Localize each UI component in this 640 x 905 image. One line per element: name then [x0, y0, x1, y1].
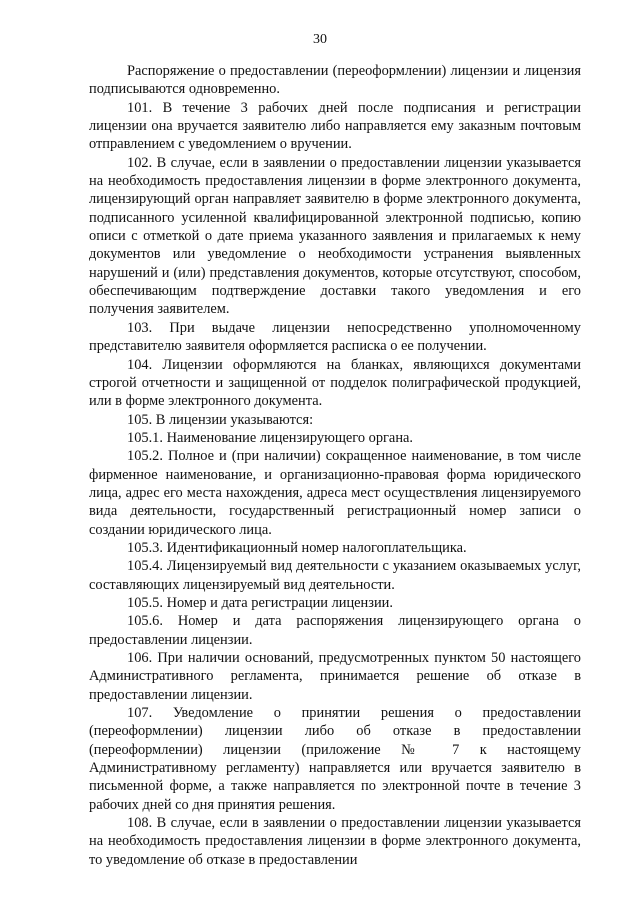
paragraph-102: 102. В случае, если в заявлении о предоставлении лицензии указывается на необходимость предоставления лицензии в форме электронного документа, лицензирующий орган направляет заявителю в форме электронного документа, подписанного усиленной квалифицированной электронной подписью, копию описи с отметкой о дате приема указанного заявления и прилагаемых к нему документов или уведомление о необходимости устранения выявленных нарушений и (или) представления документов, которые отсутствуют, способом, обеспечивающим подтверждение доставки такого уведомления и его получения заявителем.	[89, 154, 581, 318]
paragraph-105-5: 105.5. Номер и дата регистрации лицензии.	[127, 594, 393, 611]
paragraph-105-3: 105.3. Идентификационный номер налогоплательщика.	[127, 539, 467, 556]
paragraph-105-2: 105.2. Полное и (при наличии) сокращенное наименование, в том числе фирменное наименование, и организационно-правовая форма юридического лица, адрес его места нахождения, адреса мест осуществления лицензируемого вида деятельности, государственный регистрационный номер записи о создании юридического лица.	[89, 448, 581, 538]
page-number: 30	[313, 32, 327, 47]
paragraph-106: 106. При наличии оснований, предусмотренных пунктом 50 настоящего Административного регламента, принимается решение об отказе в предоставлении лицензии.	[89, 650, 581, 703]
paragraph-105-4: 105.4. Лицензируемый вид деятельности с указанием оказываемых услуг, составляющих лицензируемый вид деятельности.	[89, 558, 581, 593]
paragraph-105-1: 105.1. Наименование лицензирующего органа.	[127, 429, 414, 446]
paragraph-107: 107. Уведомление о принятии решения о предоставлении (переоформлении) лицензии либо об отказе в предоставлении (переоформлении) лицензии (приложение № 7 к настоящему Административному регламенту) направляется или вручается заявителю в письменной форме, а также направляется по электронной почте в течение 3 рабочих дней со дня принятия решения.	[89, 705, 581, 813]
paragraph-108: 108. В случае, если в заявлении о предоставлении лицензии указывается на необходимость предоставления лицензии в форме электронного документа, то уведомление об отказе в предоставлении	[89, 815, 581, 868]
document-body	[89, 62, 581, 869]
paragraph-103: 103. При выдаче лицензии непосредственно уполномоченному представителю заявителя оформляется расписка о ее получении.	[89, 319, 581, 355]
paragraph-105: 105. В лицензии указываются:	[127, 411, 314, 428]
paragraph-104: 104. Лицензии оформляются на бланках, являющихся документами строгой отчетности и защищенной от подделок полиграфической продукцией, или в форме электронного документа.	[89, 356, 581, 410]
paragraph-105-6: 105.6. Номер и дата распоряжения лицензирующего органа о предоставлении лицензии.	[89, 613, 581, 648]
paragraph-order-signing: Распоряжение о предоставлении (переоформлении) лицензии и лицензия подписываются одновременно.	[89, 63, 581, 98]
paragraph-101: 101. В течение 3 рабочих дней после подписания и регистрации лицензии она вручается заявителю либо направляется ему заказным почтовым отправлением с уведомлением о вручении.	[89, 99, 581, 153]
